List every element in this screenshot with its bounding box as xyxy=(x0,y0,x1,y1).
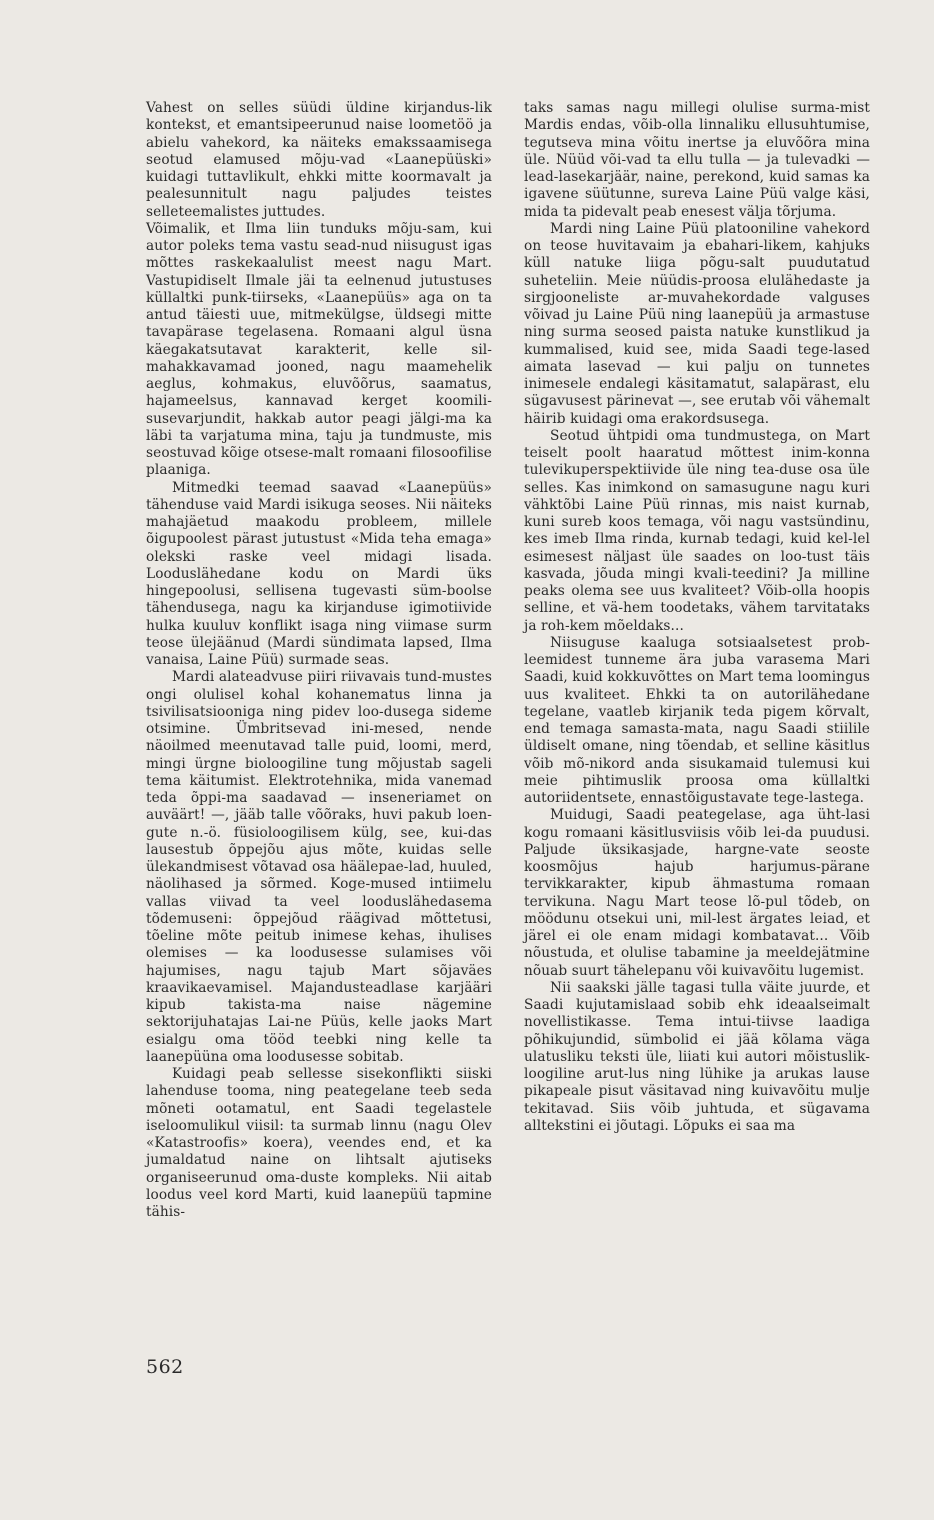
paragraph: Niisuguse kaaluga sotsiaalsetest prob-leemidest tunneme ära juba varasema Mari Saadi, kuid kokkuvõttes on Mart tema loomingus uus kvaliteet. Ehkki ta on autorilähedane tegelane, vaatleb kirjanik teda pigem kõrvalt, end temaga samasta-mata, nagu Saadi stiilile üldiselt omane, ning tõendab, et selline käsitlus võib mõ-nikord anda sisukamaid tulemusi kui meie pihtimuslik proosa oma küllaltki autoriidentsete, ennastõigustavate tege-lastega. xyxy=(524,634,870,806)
paragraph: Mardi alateadvuse piiri riivavais tund-mustes ongi olulisel kohal kohanematus linna ja tsivilisatsiooniga ning pidev loo-dusega sideme otsimine. Ümbritsevad ini-mesed, nende näoilmed meenutavad talle puid, loomi, merd, mingi ürgne bioloogiline tung mõjustab sageli tema käitumist. Elektrotehnika, mida vanemad teda õppi-ma saadavad — inseneriamet on auväärt! —, jääb talle võõraks, huvi pakub loen-gute n.-ö. füsioloogilisem külg, see, kui-das lausestub õppejõu ajus mõte, kuidas selle ülekandmisest võtavad osa häälepae-lad, huuled, näolihased ja sõrmed. Koge-mused intiimelu vallas viivad ta veel looduslähedasema tõdemuseni: õppejõud räägivad mõttetusi, tõeline mõte peitub inimese kehas, ihulises olemises — ka loodusesse sulamises või hajumises, nagu tajub Mart sõjaväes kraavikaevamisel. Majandusteadlase karjääri kipub takista-ma naise nägemine sektorijuhatajas Lai-ne Püüs, kelle jaoks Mart esialgu oma tööd teebki ning kelle ta laanepüüna oma loodusesse sobitab. xyxy=(146,669,492,1065)
right-column xyxy=(524,100,870,1135)
paragraph: Mardi ning Laine Püü platooniline vahekord on teose huvitavaim ja ebahari-likem, kahjuks küll natuke liiga põgu-salt puudutatud suheteliin. Meie nüüdis-proosa elulähedaste ja sirgjooneliste ar-muvahekordade valguses võivad ju Laine Püü ning laanepüü ja armastuse ning surma seosed paista natuke kunstlikud ja kummalised, kuid see, mida Saadi tege-lased aimata lasevad — kui palju on tunnetes inimesele endalegi käsitamatut, salapärast, elu sügavusest pärinevat —, see erutab või vähemalt häirib kuidagi oma erakordsusega. xyxy=(524,220,870,427)
paragraph: taks samas nagu millegi olulise surma-mist Mardis endas, võib-olla linnaliku ellusuhtumise, tegutseva mina võitu inertse ja eluvõõra mina üle. Nüüd või-vad ta ellu tulla — ja tulevadki — lead-lasekarjäär, naine, perekond, kuid samas ka igavene süütunne, sureva Laine Püü valge käsi, mida ta pidevalt peab enesest välja tõrjuma. xyxy=(524,100,870,220)
paragraph: Kuidagi peab sellesse sisekonflikti siiski lahenduse tooma, ning peategelane teeb seda mõneti ootamatul, ent Saadi tegelastele iseloomulikul viisil: ta surmab linnu (nagu Olev «Katastroofis» koera), veendes end, et ka jumaldatud naine on lihtsalt ajutiseks organiseerunud oma-duste kompleks. Nii aitab loodus veel kord Marti, kuid laanepüü tapmine tähis- xyxy=(146,1066,492,1220)
paragraph: Võimalik, et Ilma liin tunduks mõju-sam, kui autor poleks tema vastu sead-nud niisugust igas mõttes raskekaalulist meest nagu Mart. Vastupidiselt Ilmale jäi ta eelnenud jutustuses küllaltki punk-tiirseks, «Laanepüüs» aga on ta antud täiesti uue, mitmekülgse, üldsegi mitte tavapärase tegelasena. Romaani algul üsna käegakatsutavat karakterit, kelle sil-mahakkavamad jooned, nagu maamehelik aeglus, kohmakus, eluvõõrus, saamatus, hajameelsus, kannavad kerget koomili-susevarjundit, hakkab autor peagi jälgi-ma ka läbi ta varjatuma mina, taju ja tundmuste, mis seostuvad kõige otsese-malt romaani filosoofilise plaaniga. xyxy=(146,220,492,479)
paragraph: Seotud ühtpidi oma tundmustega, on Mart teiselt poolt haaratud mõttest inim-konna tulevikuperspektiivide üle ning tea-duse osa üle selles. Kas inimkond on samasugune nagu kuri vähktõbi Laine Püü rinnas, mis naist kurnab, kuni sureb koos temaga, või nagu vastsündinu, kes imeb Ilma rinda, kurnab tedagi, kuid kel-lel esimesest näljast üle saades on loo-tust täis kasvada, jõuda mingi kvali-teedini? Ja milline peaks olema see uus kvaliteet? Võib-olla hoopis selline, et vä-hem toodetaks, vähem tarvitataks ja roh-kem mõeldaks... xyxy=(524,427,870,634)
paragraph: Vahest on selles süüdi üldine kirjandus-lik kontekst, et emantsipeerunud naise loometöö ja abielu vahekord, ka näiteks emakssaamisega seotud elamused mõju-vad «Laanepüüski» kuidagi tuttavlikult, ehkki mitte koormavalt ja pealesunnitult nagu paljudes teistes selleteemalistes juttudes. xyxy=(146,100,492,220)
paragraph: Muidugi, Saadi peategelase, aga üht-lasi kogu romaani käsitlusviisis võib lei-da puudusi. Paljude üksikasjade, hargne-vate seoste koosmõjus hajub harjumus-pärane tervikkarakter, kipub ähmastuma romaan tervikuna. Nagu Mart teose lõ-pul tõdeb, on möödunu otsekui uni, mil-lest ärgates leiad, et järel ei ole enam midagi kombatavat... Võib nõustuda, et olulise tabamine ja meeldejätmine nõuab suurt tähelepanu või kuivavõitu lugemist. xyxy=(524,807,870,979)
page-number: 562 xyxy=(146,1356,184,1378)
paragraph: Mitmedki teemad saavad «Laanepüüs» tähenduse vaid Mardi isikuga seoses. Nii näiteks mahajäetud maakodu probleem, millele õigupoolest pärast jutustust «Mida teha emaga» olekski raske veel midagi lisada. Looduslähedane kodu on Mardi üks hingepoolusi, sellisena tugevasti süm-boolse tähendusega, nagu ka kirjanduse igimotiivide hulka kuuluv konflikt isaga ning viimase surm teose ülejäänud (Mardi sündimata lapsed, Ilma vanaisa, Laine Püü) surmade seas. xyxy=(146,479,492,668)
left-column xyxy=(146,100,492,1221)
paragraph: Nii saakski jälle tagasi tulla väite juurde, et Saadi kujutamislaad sobib ehk ideaalseimalt novellistikasse. Tema intui-tiivse laadiga põhikujundid, sümbolid ei jää kõlama väga ulatusliku teksti üle, liiati kui autori mõistuslik-loogiline arut-lus ning lühike ja arukas lause pikapeale pisut väsitavad ning kuivavõitu mulje tekitavad. Siis võib juhtuda, et sügavama alltekstini ei jõutagi. Lõpuks ei saa ma xyxy=(524,979,870,1134)
